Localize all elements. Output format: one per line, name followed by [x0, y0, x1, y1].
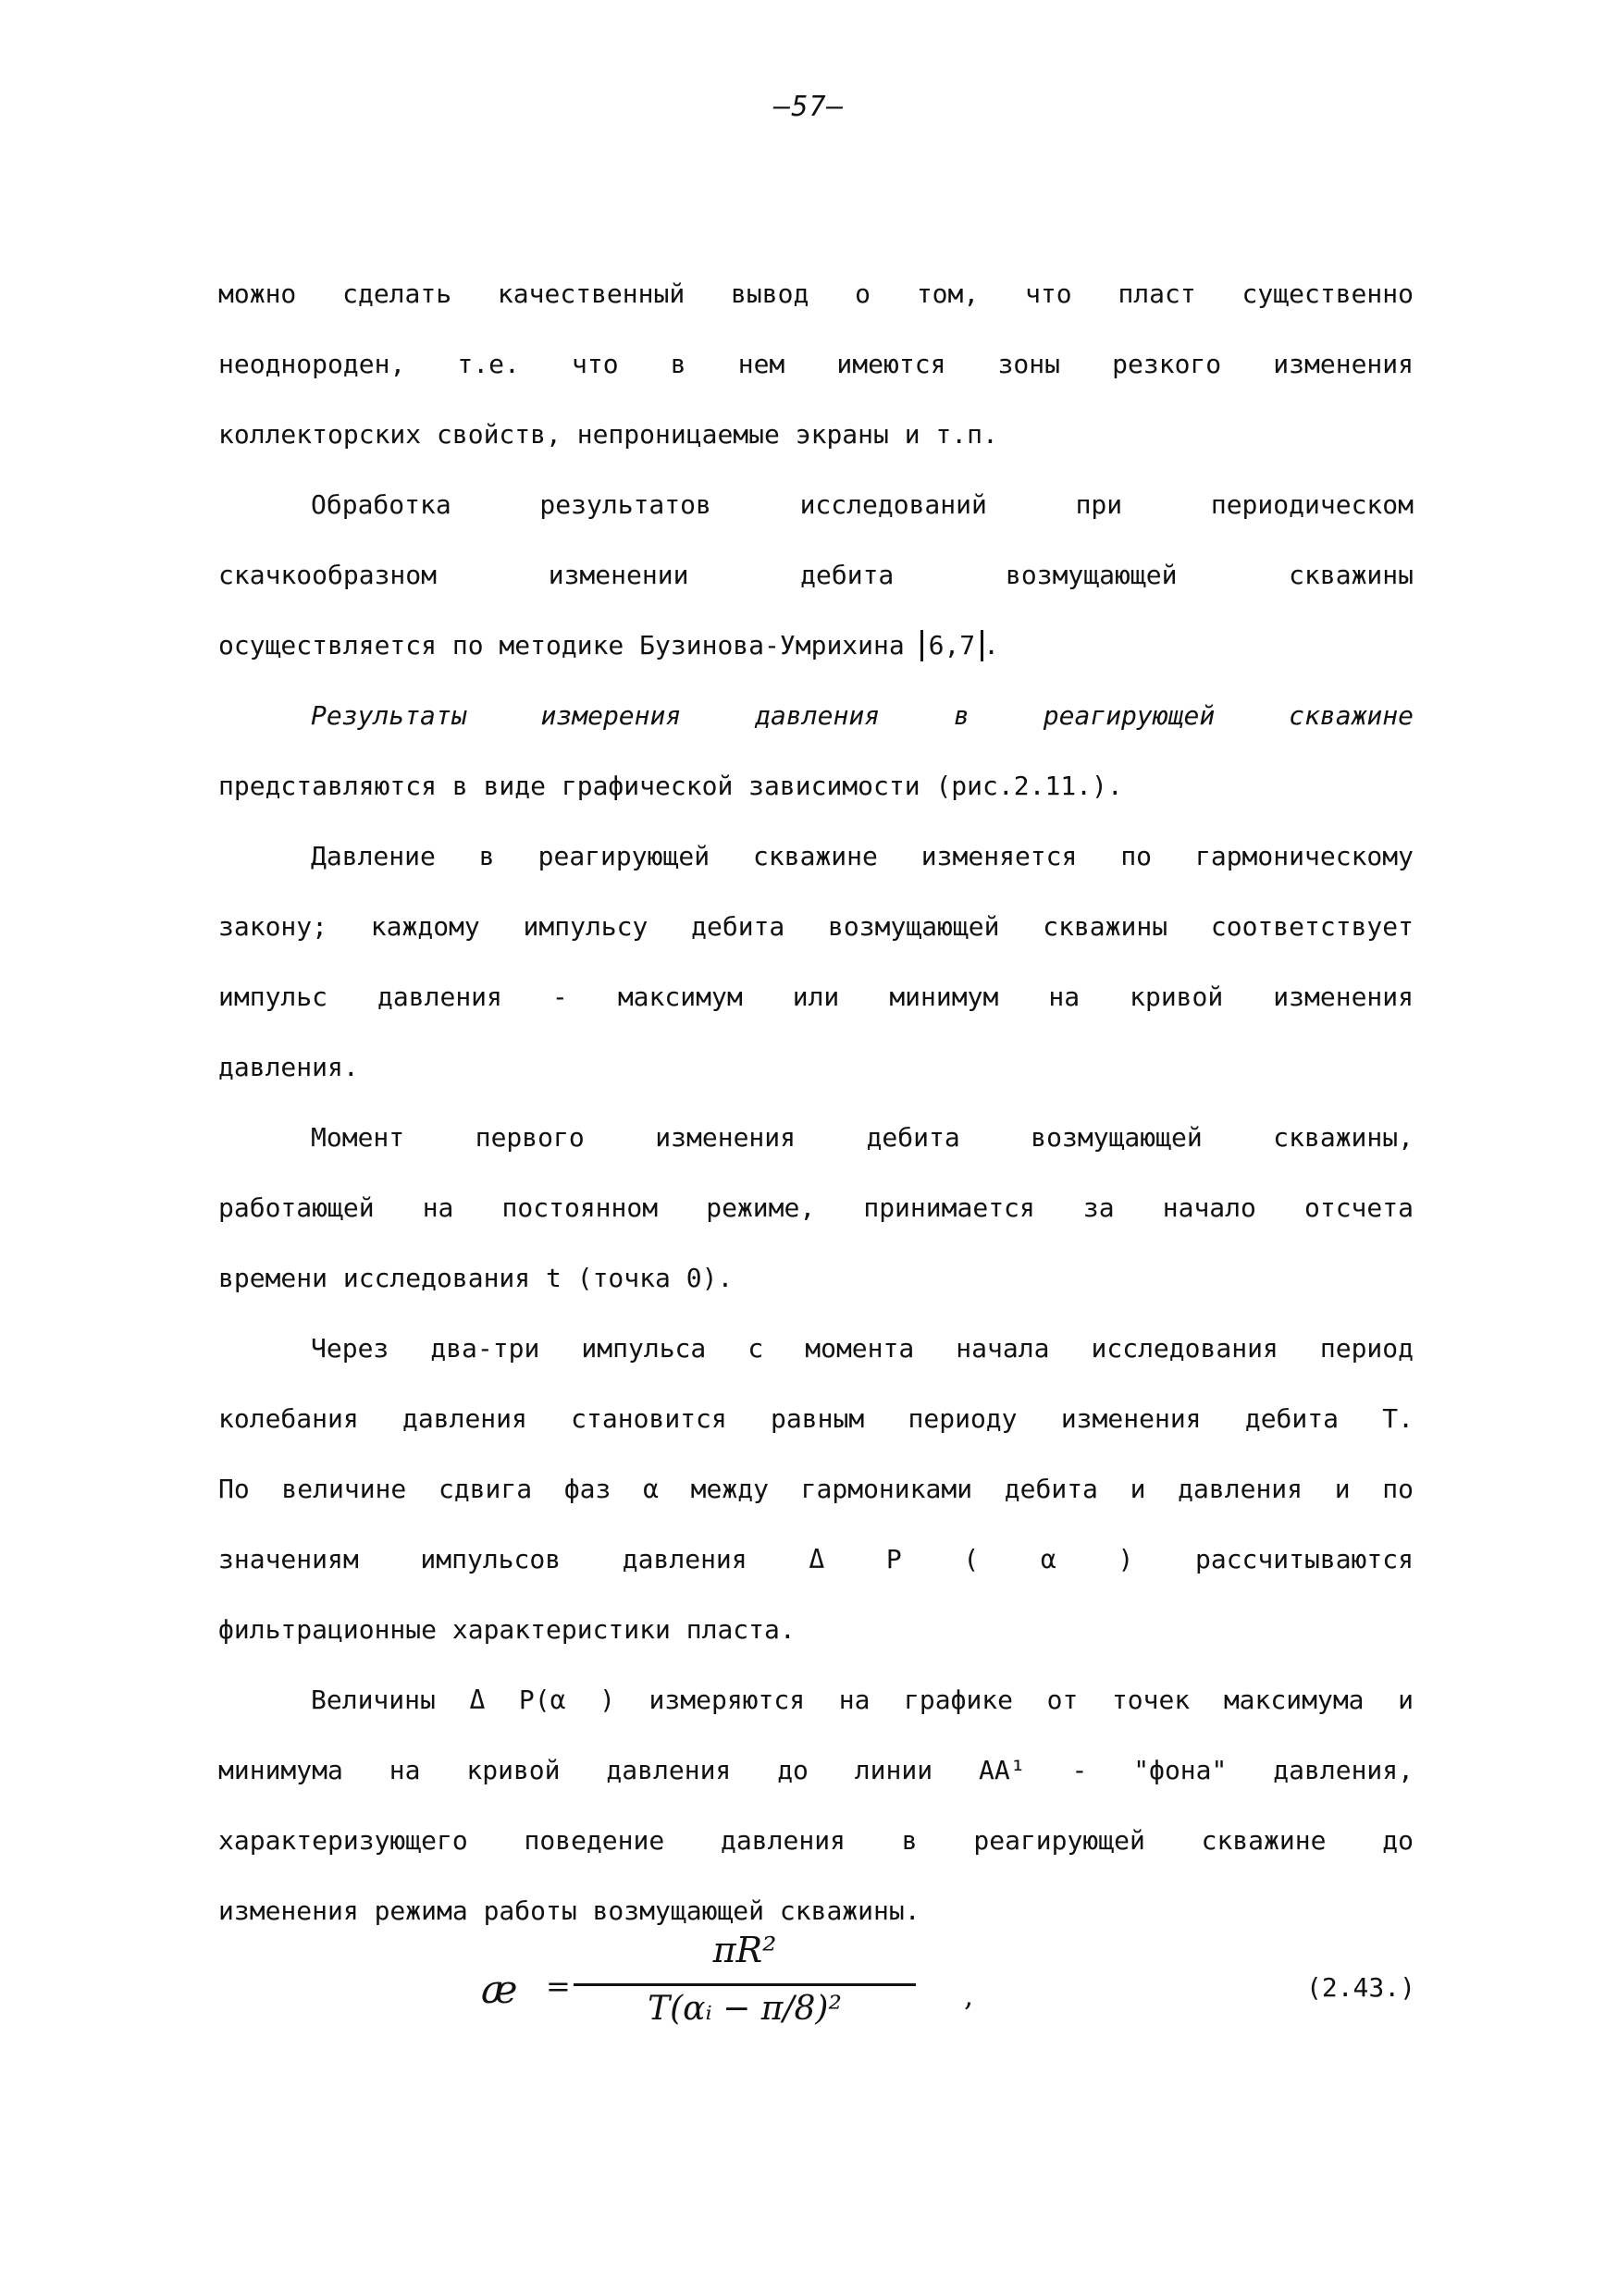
- text-line: Обработка результатов исследований при периодическом: [311, 489, 1414, 520]
- body-text: [218, 259, 1414, 1946]
- formula-numerator: πR²: [712, 1930, 777, 1970]
- formula-fraction: [574, 1930, 916, 2028]
- text-line: времени исследования t (точка 0).: [218, 1263, 734, 1293]
- text-line: значениям импульсов давления Δ P ( α ) рассчитываются: [218, 1544, 1414, 1574]
- text-line: характеризующего поведение давления в реагирующей скважине до: [218, 1825, 1414, 1856]
- equation-number: (2.43.): [1305, 1972, 1415, 2003]
- formula-comma: ,: [964, 1978, 974, 2013]
- text-fragment: .: [983, 630, 1000, 660]
- text-line: коллекторских свойств, непроницаемые экраны и т.п.: [218, 419, 998, 450]
- text-line: фильтрационные характеристики пласта.: [218, 1614, 796, 1645]
- text-line: [218, 611, 1414, 681]
- formula-denominator: T(αᵢ − π/8)²: [648, 1990, 842, 2028]
- text-line: представляются в виде графической зависимости (рис.2.11.).: [218, 771, 1123, 801]
- text-line: изменения режима работы возмущающей скважины.: [218, 1895, 920, 1926]
- text-line: минимума на кривой давления до линии AA¹ - "фона" давления,: [218, 1755, 1414, 1785]
- text-line: давления.: [218, 1052, 359, 1082]
- page-number: —57—: [773, 91, 845, 123]
- fraction-bar: [574, 1983, 916, 1986]
- text-line: импульс давления - максимум или минимум на кривой изменения: [218, 981, 1414, 1012]
- formula-2-43: [481, 1930, 1415, 2050]
- text-line: Величины Δ P(α ) измеряются на графике от точек максимума и: [311, 1685, 1414, 1715]
- text-line: Результаты измерения давления в реагирующей скважине: [311, 700, 1414, 731]
- citation-reference: 6,7: [920, 630, 984, 661]
- text-line: Через два-три импульса с момента начала исследования период: [311, 1333, 1414, 1364]
- formula-lhs: æ: [481, 1967, 518, 2012]
- text-line: можно сделать качественный вывод о том, что пласт существенно: [218, 278, 1414, 309]
- text-line: скачкообразном изменении дебита возмущающей скважины: [218, 560, 1414, 590]
- text-fragment: осуществляется по методике Бузинова-Умрихина: [218, 630, 905, 660]
- text-line: закону; каждому импульсу дебита возмущающей скважины соответствует: [218, 911, 1414, 942]
- text-line: Давление в реагирующей скважине изменяется по гармоническому: [311, 841, 1414, 871]
- text-line: Момент первого изменения дебита возмущающей скважины,: [311, 1122, 1414, 1153]
- formula-equals: =: [546, 1969, 571, 2004]
- text-line: неоднороден, т.е. что в нем имеются зоны резкого изменения: [218, 349, 1414, 379]
- text-line: По величине сдвига фаз α между гармониками дебита и давления и по: [218, 1474, 1414, 1504]
- text-line: колебания давления становится равным периоду изменения дебита T.: [218, 1403, 1414, 1434]
- text-line: работающей на постоянном режиме, принимается за начало отсчета: [218, 1192, 1414, 1223]
